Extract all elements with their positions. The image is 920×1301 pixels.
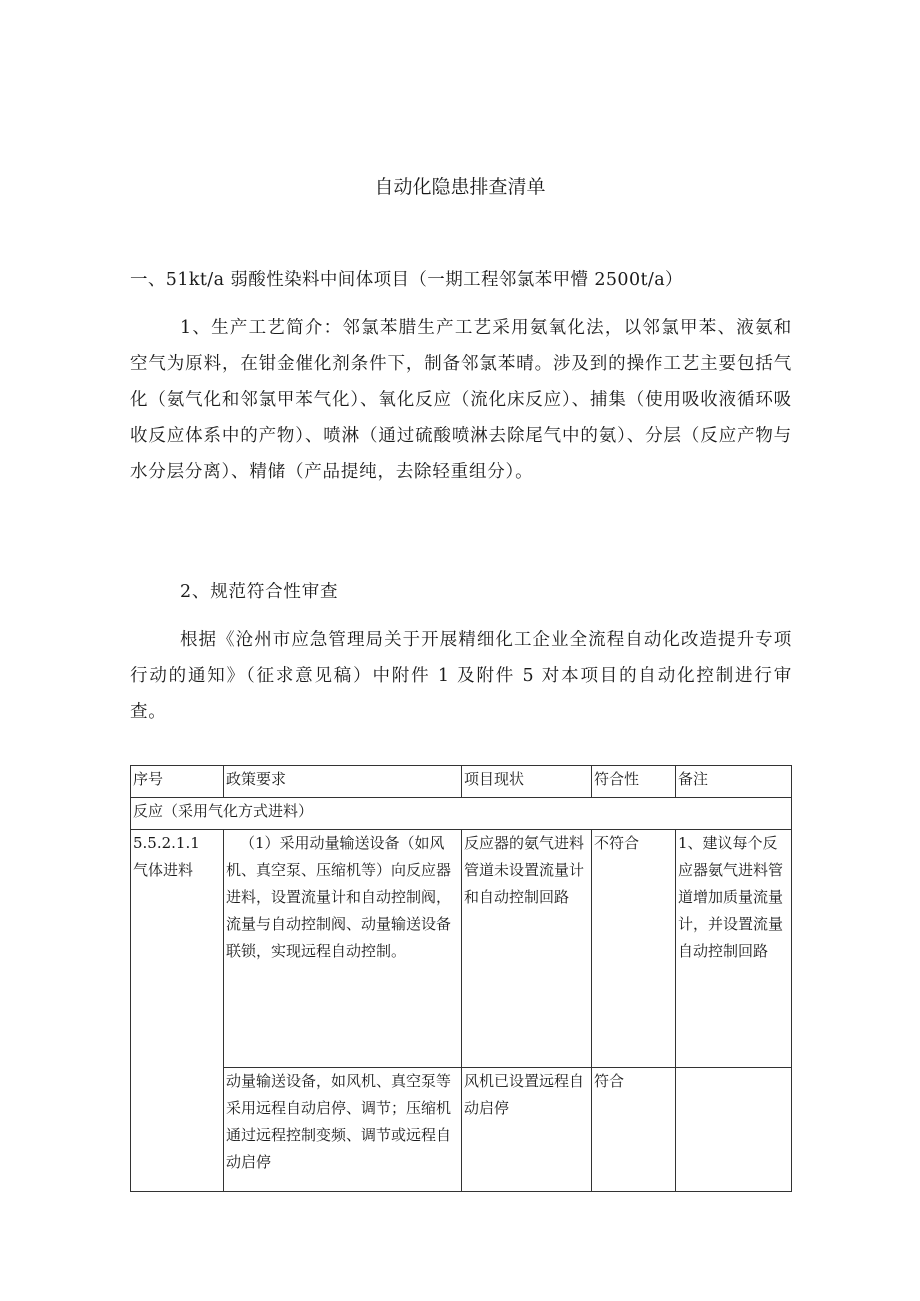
checklist-table (130, 765, 792, 1192)
policy-cell: 动量输送设备，如风机、真空泵等采用远程自动启停、调节；压缩机通过远程控制变频、调节或远程自动启停 (224, 1068, 462, 1192)
header-status: 项目现状 (462, 766, 592, 798)
header-policy: 政策要求 (224, 766, 462, 798)
compliance-cell: 不符合 (592, 830, 676, 1068)
table-header-row (131, 766, 792, 798)
compliance-cell: 符合 (592, 1068, 676, 1192)
clause-cell (131, 830, 224, 1192)
table-row (131, 1068, 792, 1192)
status-cell: 反应器的氨气进料管道未设置流量计和自动控制回路 (462, 830, 592, 1068)
header-compliance: 符合性 (592, 766, 676, 798)
header-remark: 备注 (676, 766, 792, 798)
header-seq: 序号 (131, 766, 224, 798)
process-intro-paragraph: 1、生产工艺简介：邻氯苯腊生产工艺采用氨氧化法，以邻氯甲苯、液氨和空气为原料，在钳金催化剂条件下，制备邻氯苯晴。涉及到的操作工艺主要包括气化（氨气化和邻氯甲苯气化）、氧化反应（流化床反应）、捕集（使用吸收液循环吸收反应体系中的产物）、喷淋（通过硫酸喷淋去除尾气中的氨）、分层（反应产物与水分层分离）、精储（产品提纯，去除轻重组分）。 (130, 318, 792, 482)
clause-id: 5.5.2.1.1 (133, 834, 200, 852)
clause-name: 气体进料 (133, 861, 194, 879)
policy-cell: （1）采用动量输送设备（如风机、真空泵、压缩机等）向反应器进料，设置流量计和自动控制阀，流量与自动控制阀、动量输送设备联锁，实现远程自动控制。 (224, 830, 462, 1068)
document-title: 自动化隐患排查清单 (374, 176, 546, 198)
review-basis-paragraph: 根据《沧州市应急管理局关于开展精细化工企业全流程自动化改造提升专项行动的通知》（征求意见稿）中附件 1 及附件 5 对本项目的自动化控制进行审查。 (130, 630, 792, 722)
section-heading: 一、51kt/a 弱酸性染料中间体项目（一期工程邻氯苯甲懵 2500t/a） (130, 270, 683, 290)
section-row-label: 反应（采用气化方式进料） (131, 798, 792, 830)
remark-cell: 1、建议每个反应器氨气进料管道增加质量流量计，并设置流量自动控制回路 (676, 830, 792, 1068)
compliance-review-heading: 2、规范符合性审查 (180, 582, 339, 602)
remark-cell (676, 1068, 792, 1192)
table-row (131, 830, 792, 1068)
table-section-row (131, 798, 792, 830)
status-cell: 风机已设置远程自动启停 (462, 1068, 592, 1192)
